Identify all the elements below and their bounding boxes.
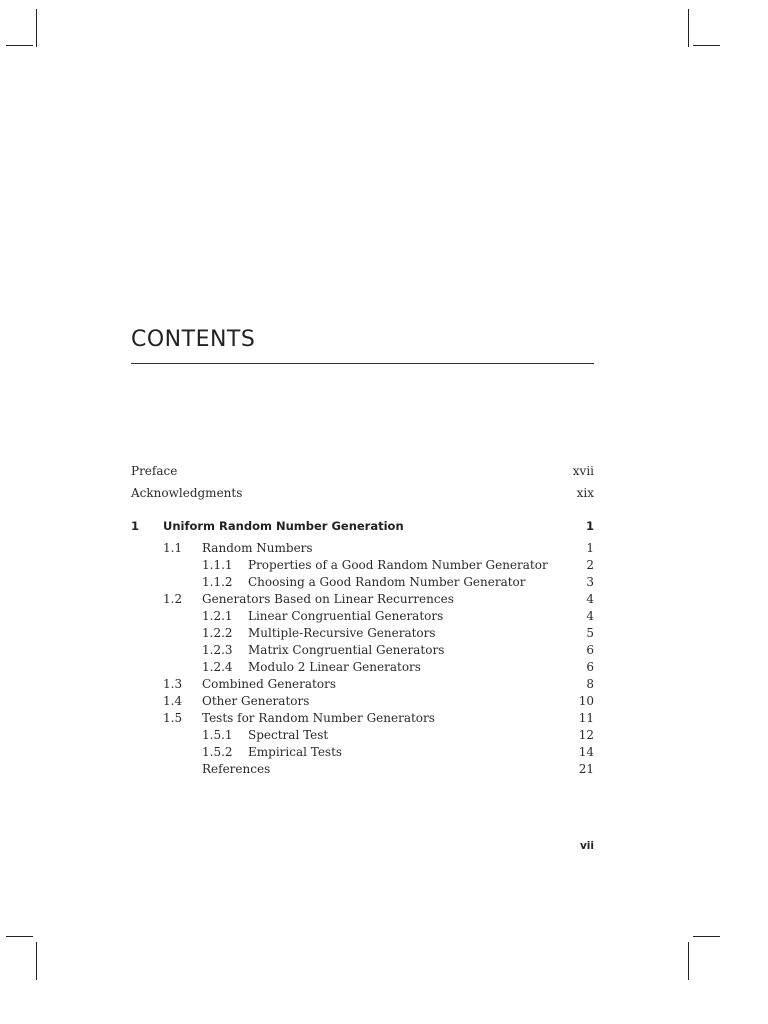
- subsection-page: 14: [578, 745, 594, 759]
- toc-section-1-2[interactable]: [131, 591, 594, 608]
- chapter-title: Uniform Random Number Generation: [163, 519, 404, 533]
- section-number: 1.1: [163, 541, 183, 555]
- toc-subsection-1-1-2[interactable]: [131, 574, 594, 591]
- section-page: 10: [578, 694, 594, 708]
- toc-section-1-1[interactable]: [131, 540, 594, 557]
- subsection-number: 1.1.1: [202, 558, 233, 572]
- subsection-page: 4: [586, 609, 594, 623]
- subsection-title: Modulo 2 Linear Generators: [248, 660, 421, 674]
- page-title: CONTENTS: [131, 327, 256, 352]
- toc-entry-page: xix: [576, 486, 594, 500]
- crop-mark-top-right-vertical: [688, 9, 689, 47]
- crop-mark-top-left-horizontal: [6, 45, 33, 46]
- toc-entry-references[interactable]: [131, 761, 594, 778]
- toc-subsection-1-1-1[interactable]: [131, 557, 594, 574]
- section-page: 11: [578, 711, 594, 725]
- subsection-page: 2: [586, 558, 594, 572]
- subsection-page: 6: [586, 643, 594, 657]
- subsection-number: 1.2.2: [202, 626, 233, 640]
- crop-mark-top-left-vertical: [36, 9, 37, 47]
- subsection-title: Empirical Tests: [248, 745, 343, 759]
- section-page: 4: [586, 592, 594, 606]
- toc-subsection-1-2-3[interactable]: [131, 642, 594, 659]
- crop-mark-bottom-right-vertical: [688, 942, 689, 980]
- subsection-title: Multiple-Recursive Generators: [248, 626, 436, 640]
- subsection-number: 1.2.3: [202, 643, 233, 657]
- subsection-title: Properties of a Good Random Number Generator: [248, 558, 548, 572]
- crop-mark-bottom-left-vertical: [36, 942, 37, 980]
- subsection-title: Matrix Congruential Generators: [248, 643, 445, 657]
- toc-section-1-3[interactable]: [131, 676, 594, 693]
- toc-section-1-4[interactable]: [131, 693, 594, 710]
- toc-entry-preface[interactable]: [131, 463, 594, 480]
- subsection-number: 1.2.1: [202, 609, 233, 623]
- toc-subsection-1-2-4[interactable]: [131, 659, 594, 676]
- subsection-title: Choosing a Good Random Number Generator: [248, 575, 526, 589]
- section-title: Random Numbers: [202, 541, 313, 555]
- title-rule: [131, 363, 594, 364]
- toc-section-1-5[interactable]: [131, 710, 594, 727]
- toc-entry-page: xvii: [572, 464, 594, 478]
- toc-chapter-1[interactable]: [131, 518, 594, 535]
- section-title: Generators Based on Linear Recurrences: [202, 592, 454, 606]
- toc-entry-title: Acknowledgments: [131, 486, 243, 500]
- subsection-number: 1.5.2: [202, 745, 233, 759]
- subsection-page: 12: [578, 728, 594, 742]
- section-page: 8: [586, 677, 594, 691]
- toc-subsection-1-2-1[interactable]: [131, 608, 594, 625]
- section-title: Tests for Random Number Generators: [202, 711, 435, 725]
- toc-subsection-1-5-1[interactable]: [131, 727, 594, 744]
- section-page: 1: [586, 541, 594, 555]
- section-title: References: [202, 762, 271, 776]
- section-number: 1.2: [163, 592, 183, 606]
- section-number: 1.5: [163, 711, 183, 725]
- crop-mark-top-right-horizontal: [693, 45, 720, 46]
- section-page: 21: [578, 762, 594, 776]
- toc-subsection-1-2-2[interactable]: [131, 625, 594, 642]
- subsection-title: Linear Congruential Generators: [248, 609, 444, 623]
- chapter-page: 1: [585, 519, 594, 533]
- toc-entry-title: Preface: [131, 464, 178, 478]
- crop-mark-bottom-right-horizontal: [693, 936, 720, 937]
- crop-mark-bottom-left-horizontal: [6, 936, 33, 937]
- subsection-number: 1.1.2: [202, 575, 233, 589]
- subsection-page: 6: [586, 660, 594, 674]
- section-number: 1.3: [163, 677, 183, 691]
- subsection-page: 5: [586, 626, 594, 640]
- subsection-title: Spectral Test: [248, 728, 329, 742]
- section-number: 1.4: [163, 694, 183, 708]
- subsection-number: 1.5.1: [202, 728, 233, 742]
- subsection-page: 3: [586, 575, 594, 589]
- subsection-number: 1.2.4: [202, 660, 233, 674]
- section-title: Other Generators: [202, 694, 310, 708]
- page-number: vii: [579, 840, 594, 852]
- toc-entry-acknowledgments[interactable]: [131, 485, 594, 502]
- toc-subsection-1-5-2[interactable]: [131, 744, 594, 761]
- section-title: Combined Generators: [202, 677, 336, 691]
- chapter-number: 1: [131, 519, 140, 533]
